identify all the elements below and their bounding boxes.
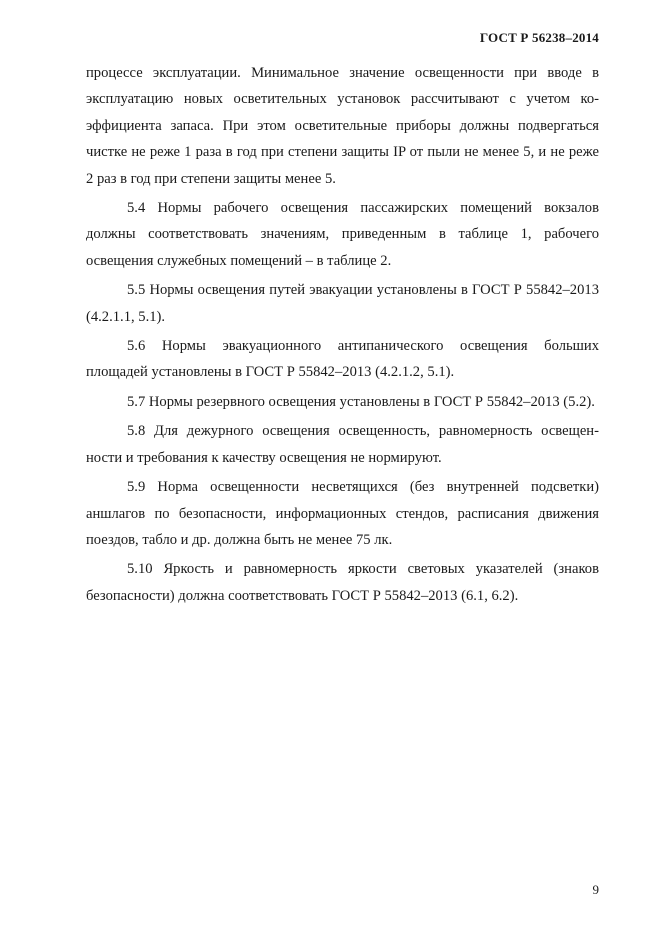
page-number: 9: [592, 882, 599, 897]
paragraph-5-8: 5.8 Для дежурного освещения освещенность, равномерность освещенности и требования к качеству освещения не нормируют.: [86, 423, 599, 466]
paragraph-continuation: процессе эксплуатации. Минимальное значение освещенности при вводе в эксплуатацию новых осветительных установок рассчитывают с учетом коэффициента запаса. При этом осветительные приборы должны подвергаться чистке не реже 1 раза в год при степени защиты IP от пыли не менее 5, и не реже 2 раз в год при степени защиты менее 5.: [86, 65, 599, 187]
document-header: ГОСТ Р 56238–2014: [479, 30, 599, 45]
paragraph-5-4: 5.4 Нормы рабочего освещения пассажирских помещений вокзалов должны соответствовать значениям, приведенным в таблице 1, рабочего освещения служебных помещений – в таблице 2.: [86, 200, 599, 269]
paragraph-5-9: 5.9 Норма освещенности несветящихся (без внутренней подсветки) аншлагов по безопасности, информационных стендов, расписания движения поездов, табло и др. должна быть не менее 75 лк.: [86, 479, 599, 548]
paragraph-5-7: 5.7 Нормы резервного освещения установлены в ГОСТ Р 55842–2013 (5.2).: [127, 393, 595, 410]
paragraph-5-6: 5.6 Нормы эвакуационного антипанического освещения больших площадей установлены в ГОСТ Р 55842–2013 (4.2.1.2, 5.1).: [86, 338, 599, 381]
paragraph-5-10: 5.10 Яркость и равномерность яркости световых указателей (знаков безопасности) должна соответствовать ГОСТ Р 55842–2013 (6.1, 6.2).: [86, 561, 599, 604]
paragraph-5-5: 5.5 Нормы освещения путей эвакуации установлены в ГОСТ Р 55842–2013 (4.2.1.1, 5.1).: [86, 282, 599, 325]
document-body: [86, 60, 599, 609]
